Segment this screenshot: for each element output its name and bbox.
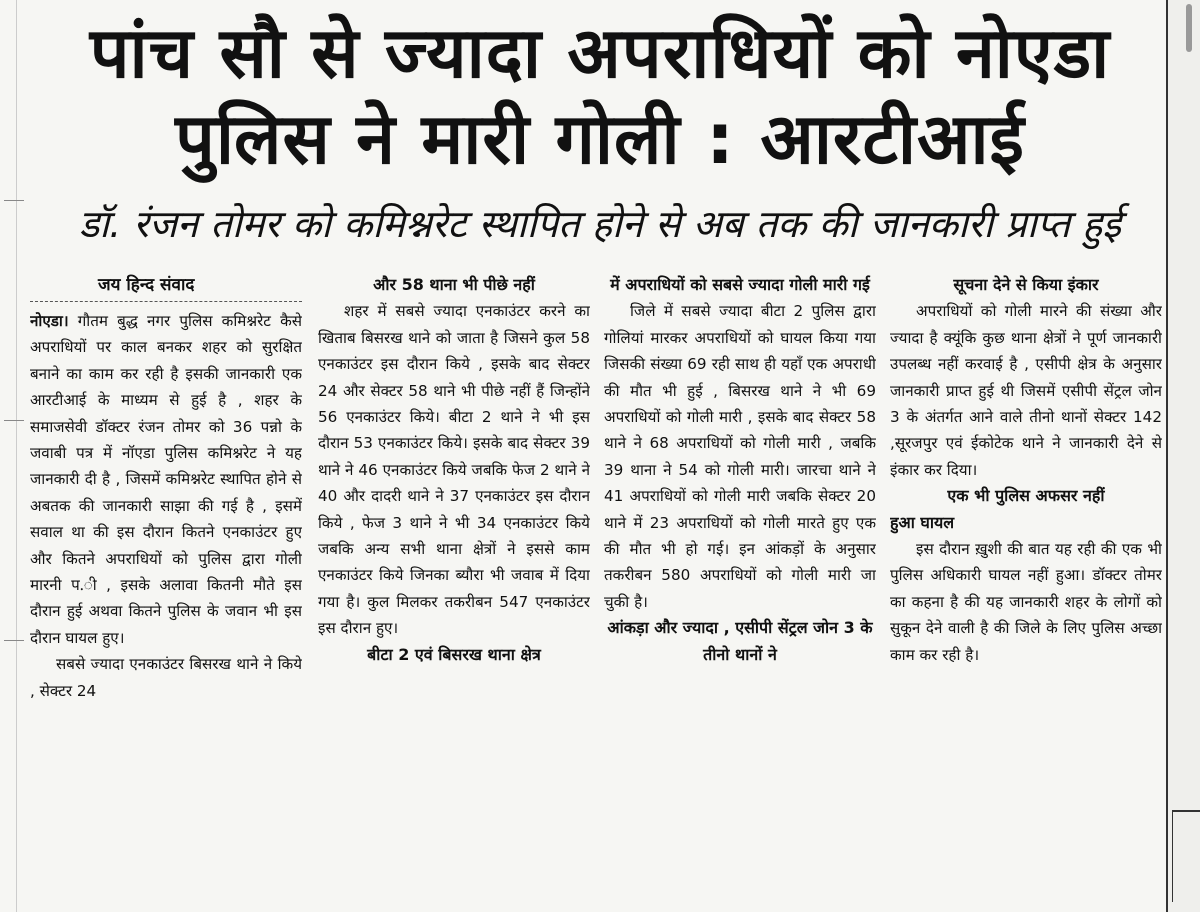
paragraph: अपराधियों को गोली मारने की संख्या और ज्यादा है क्यूंकि कुछ थाना क्षेत्रों ने पूर्ण जानकारी उपलब्ध नहीं करवाई है , एसीपी क्षेत्र के अनुसार जानकारी प्राप्त हुई थी जिसमें एसीपी सेंट्रल जोन 3 के अंतर्गत आने वाले तीनो थानों सेक्टर 142 ,सूरजपुर एवं ईकोटेक थाने ने जानकारी देने से इंकार कर दिया।: [890, 302, 1162, 479]
article-column-4: [890, 272, 1162, 892]
column-rule-tick: [4, 420, 24, 421]
paragraph: जिले में सबसे ज्यादा बीटा 2 पुलिस द्वारा गोलियां मारकर अपराधियों को घायल किया गया जिसकी संख्या 69 रही साथ ही यहाँ एक अपराधी की मौत भी हुई , बिसरख थाने ने भी 69 अपराधियों को गोली मारी , इसके बाद सेक्टर 58 थाने ने 68 अपराधियों को गोली मारी , जबकि 39 थाना ने 54 को गोली मारी। जारचा थाने ने 41 अपराधियों को गोली मारी जबकि सेक्टर 20 थाने में 23 अपराधियों को गोली मारते हुए एक की मौत भी हो गई। इन आंकड़ों के अनुसार तकरीबन 580 अपराधियों को गोली मारी जा चुकी है।: [604, 302, 876, 611]
column-rule-tick: [4, 200, 24, 201]
paragraph: सबसे ज्यादा एनकाउंटर बिसरख थाने ने किये , सेक्टर 24: [30, 655, 302, 700]
paragraph: [30, 308, 302, 651]
section-heading: आंकड़ा और ज्यादा , एसीपी सेंट्रल जोन 3 के तीनो थानों ने: [607, 618, 873, 664]
article-column-1: [30, 272, 302, 892]
section-heading: हुआ घायल: [890, 512, 955, 532]
dateline: नोएडा।: [30, 312, 69, 330]
paragraph-text: गौतम बुद्ध नगर पुलिस कमिश्नरेट कैसे अपराधियों पर काल बनकर शहर को सुरक्षित बनाने का काम कर रही है इसकी जानकारी एक आरटीआई के माध्यम से हुई है , शहर के समाजसेवी डॉक्टर रंजन तोमर को 36 पन्नो के जवाबी पत्र में नॉएडा पुलिस कमिश्नरेट ने यह जानकारी दी है , जिसमें कमिश्नरेट स्थापित होने से अबतक की जानकारी साझा की गई है , इसमें सवाल था की इस दौरान कितने एनकाउंटर हुए और कितने अपराधियों को पुलिस द्वारा गोली मारनी प.ी , इसके अलावा कितनी मौते इस दौरान हुई अथवा कितने पुलिस के जवान भी इस दौरान घायल हुए।: [30, 312, 302, 647]
byline: जय हिन्द संवाद: [30, 272, 302, 302]
scrollbar-thumb[interactable]: [1186, 4, 1192, 52]
right-page-edge: [1166, 0, 1200, 912]
section-heading: एक भी पुलिस अफसर नहीं: [947, 486, 1105, 506]
article-column-3: [604, 272, 876, 892]
subheading: डॉ. रंजन तोमर को कमिश्नरेट स्थापित होने से अब तक की जानकारी प्राप्त हुई: [78, 202, 1122, 246]
headline-line-1: पांच सौ से ज्यादा अपराधियों को नोएडा: [89, 12, 1111, 94]
column-rule-tick: [4, 640, 24, 641]
adjacent-article-box: [1172, 810, 1200, 902]
section-heading: बीटा 2 एवं बिसरख थाना क्षेत्र: [367, 644, 541, 664]
headline-line-2: पुलिस ने मारी गोली : आरटीआई: [175, 98, 1025, 180]
paragraph: शहर में सबसे ज्यादा एनकाउंटर करने का खिताब बिसरख थाने को जाता है जिसने कुल 58 एनकाउंटर इस दौरान किये , इसके बाद सेक्टर 24 और सेक्टर 58 थाने भी पीछे नहीं हैं जिन्होंने 56 एनकाउंटर किये। बीटा 2 थाने ने भी इस दौरान 53 एनकाउंटर किये। इसके बाद सेक्टर 39 थाने ने 46 एनकाउंटर किये जबकि फेज 2 थाने ने 40 और दादरी थाने ने 37 एनकाउंटर इस दौरान किये , फेज 3 थाने ने भी 34 एनकाउंटर किये जबकि अन्य सभी थाना क्षेत्रों ने इससे काम एनकाउंटर किये जिनका ब्यौरा भी जवाब में दिया गया है। कुल मिलकर तकरीबन 547 एनकाउंटर इस दौरान हुए।: [318, 302, 590, 638]
subheading-continued: सूचना देने से किया इंकार: [953, 275, 1099, 294]
subheading-continued: में अपराधियों को सबसे ज्यादा गोली मारी गई: [610, 275, 870, 294]
subheading-continued: और 58 थाना भी पीछे नहीं: [373, 275, 535, 294]
left-page-edge: [0, 0, 17, 912]
article-column-2: [318, 272, 590, 892]
paragraph: इस दौरान ख़ुशी की बात यह रही की एक भी पुलिस अधिकारी घायल नहीं हुआ। डॉक्टर तोमर का कहना है की यह जानकारी शहर के लोगों को सुकून देने वाली है की जिले के लिए पुलिस अच्छा काम कर रही है।: [890, 540, 1162, 664]
